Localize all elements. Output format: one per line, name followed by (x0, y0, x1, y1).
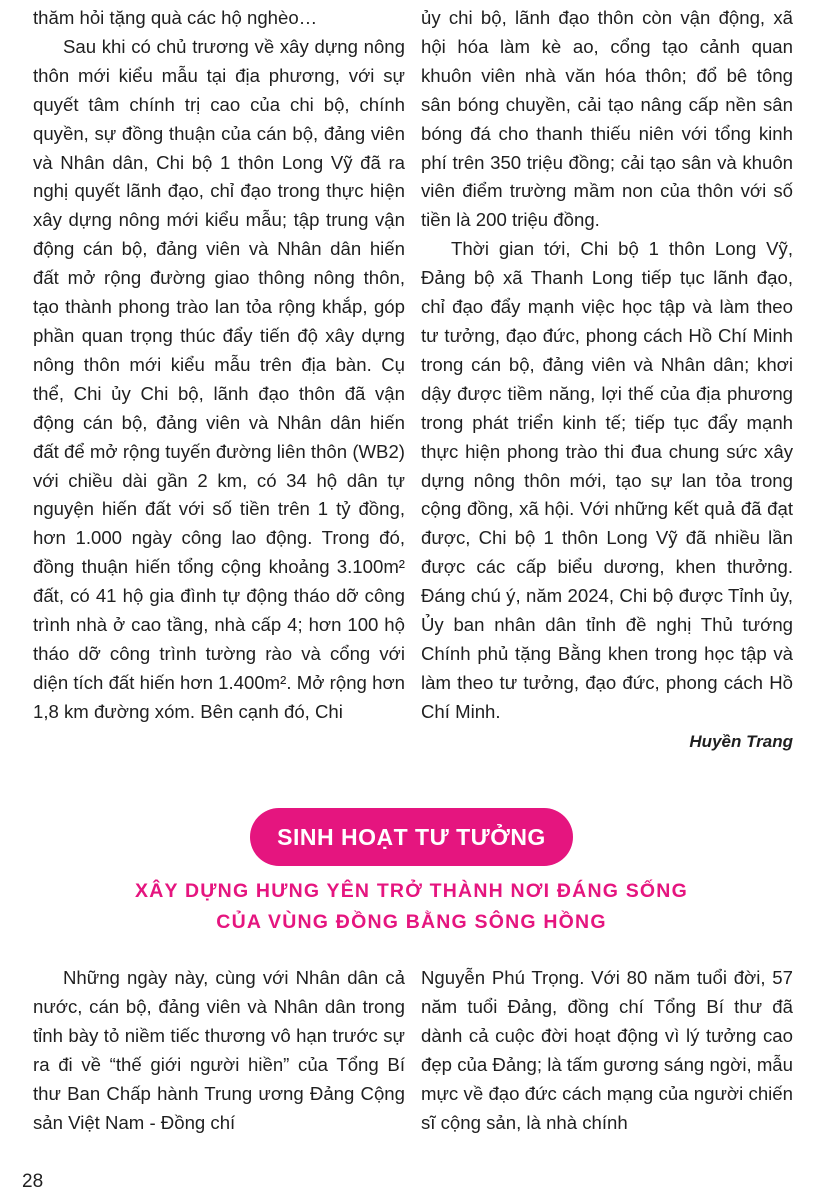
article-bottom-right-column (421, 964, 793, 1137)
paragraph-continuation: thăm hỏi tặng quà các hộ nghèo… (33, 7, 318, 28)
page-number: 28 (22, 1171, 44, 1192)
paragraph-new-rural-model: Sau khi có chủ trương về xây dựng nông thôn mới kiểu mẫu tại địa phương, với sự quyết tâm chính trị cao của chi bộ, chính quyền, sự đồng thuận của cán bộ, đảng viên và Nhân dân, Chi bộ 1 thôn Long Vỹ đã ra nghị quyết lãnh đạo, chỉ đạo trong thực hiện xây dựng nông mới kiểu mẫu; tập trung vận động cán bộ, đảng viên và Nhân dân hiến đất mở rộng đường giao thông nông thôn, tạo thành phong trào lan tỏa rộng khắp, góp phần quan trọng thúc đẩy tiến độ xây dựng nông thôn mới kiểu mẫu trên địa bàn. Cụ thể, Chi ủy Chi bộ, lãnh đạo thôn đã vận động cán bộ, đảng viên và Nhân dân hiến đất để mở rộng tuyến đường liên thôn (WB2) với chiều dài gần 2 km, có 34 hộ dân tự nguyện hiến đất với số tiền trên 1 tỷ đồng, hơn 1.000 ngày công lao động. Trong đó, đồng thuận hiến tổng cộng khoảng 3.100m² đất, có 41 hộ gia đình tự động tháo dỡ công trình nhà ở cao tầng, nhà cấp 4; hơn 100 hộ tháo dỡ công trình tường rào và cổng với diện tích đất hiến hơn 1.400m². Mở rộng hơn 1,8 km đường xóm. Bên cạnh đó, Chi (33, 35, 405, 722)
article-bottom-left-column (33, 964, 405, 1137)
article-headline-line-1: XÂY DỰNG HƯNG YÊN TRỞ THÀNH NƠI ĐÁNG SỐNG (135, 880, 688, 902)
article-headline-line-2: CỦA VÙNG ĐỒNG BẰNG SÔNG HỒNG (216, 911, 607, 933)
article-author: Huyền Trang (689, 731, 793, 751)
paragraph-continuation: Nguyễn Phú Trọng. Với 80 năm tuổi đời, 57 năm tuổi Đảng, đồng chí Tổng Bí thư đã dành cả cuộc đời hoạt động vì lý tưởng cao đẹp của Đảng; là tấm gương sáng ngời, mẫu mực về đạo đức cách mạng của người chiến sĩ cộng sản, là nhà chính (421, 967, 793, 1133)
paragraph-continuation: ủy chi bộ, lãnh đạo thôn còn vận động, xã hội hóa làm kè ao, cổng tạo cảnh quan khuôn viên nhà văn hóa thôn; đổ bê tông sân bóng chuyền, cải tạo nâng cấp nền sân bóng đá cho thanh thiếu niên với tổng kinh phí trên 350 triệu đồng; cải tạo sân và khuôn viên điểm trường mầm non của thôn với số tiền là 200 triệu đồng. (421, 7, 793, 231)
paragraph-future-direction: Thời gian tới, Chi bộ 1 thôn Long Vỹ, Đảng bộ xã Thanh Long tiếp tục lãnh đạo, chỉ đạo đẩy mạnh việc học tập và làm theo tư tưởng, đạo đức, phong cách Hồ Chí Minh trong cán bộ, đảng viên và Nhân dân; khơi dậy được tiềm năng, lợi thế của địa phương trong phát triển kinh tế; tiếp tục đẩy mạnh thực hiện phong trào thi đua chung sức xây dựng nông thôn mới, tạo sự lan tỏa trong cộng đồng, xã hội. Với những kết quả đã đạt được, Chi bộ 1 thôn Long Vỹ đã nhiều lần được các cấp biểu dương, khen thưởng. Đáng chú ý, năm 2024, Chi bộ được Tỉnh ủy, Ủy ban nhân dân tỉnh đề nghị Thủ tướng Chính phủ tặng Bằng khen trong học tập và làm theo tư tưởng, đạo đức, phong cách Hồ Chí Minh. (421, 238, 793, 722)
section-badge: SINH HOẠT TƯ TƯỞNG (250, 808, 573, 866)
article-top-right-column (421, 4, 793, 757)
paragraph-intro: Những ngày này, cùng với Nhân dân cả nước, cán bộ, đảng viên và Nhân dân trong tỉnh bày tỏ niềm tiếc thương vô hạn trước sự ra đi về “thế giới người hiền” của Tổng Bí thư Ban Chấp hành Trung ương Đảng Cộng sản Việt Nam - Đồng chí (33, 967, 405, 1133)
article-top-left-column (33, 4, 405, 727)
